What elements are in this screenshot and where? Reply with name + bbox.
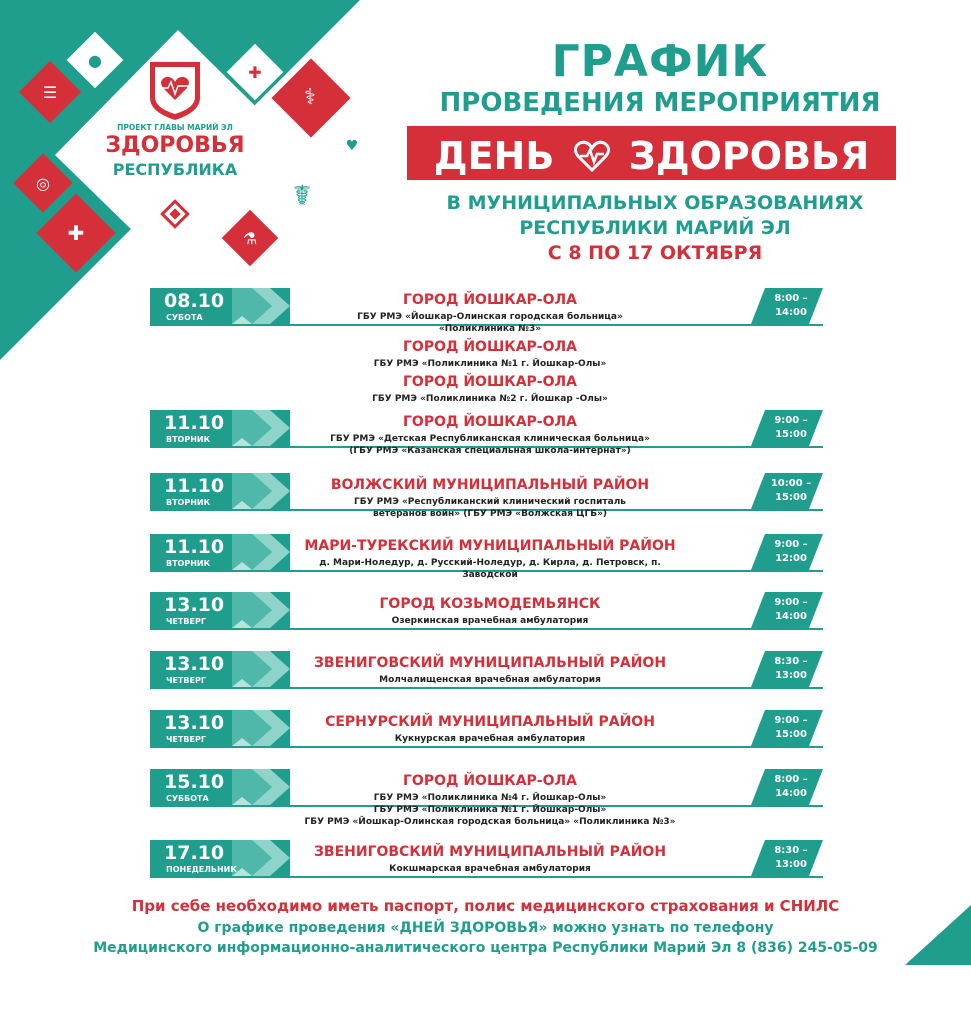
institution-line: ГБУ РМЭ «Йошкар-Олинская городская больница» <box>357 312 623 322</box>
date-label: 11.10 <box>164 536 225 558</box>
arrow-decoration-icon <box>232 534 290 570</box>
footer-info-line2: Медицинского информационно-аналитического центра Республики Марий Эл 8 (836) 245-05-09 <box>93 940 878 956</box>
time-end: 13:00 <box>775 670 807 681</box>
day-label: ЧЕТВЕРГ <box>166 735 206 744</box>
logo-project-label: ПРОЕКТ ГЛАВЫ МАРИЙ ЭЛ <box>117 123 233 132</box>
time-start: 8:30 – <box>774 656 808 667</box>
date-label: 13.10 <box>164 594 225 616</box>
arrow-decoration-icon <box>232 710 290 746</box>
microscope-icon: ⚗ <box>242 229 258 248</box>
time-start: 8:00 – <box>774 293 808 304</box>
time-end: 15:00 <box>775 492 807 503</box>
date-tab <box>150 534 290 570</box>
institution-line: д. Мари-Ноледур, д. Русский-Ноледур, д. Кирла, д. Петровск, п. Заводской <box>319 558 661 580</box>
place-name: СЕРНУРСКИЙ МУНИЦИПАЛЬНЫЙ РАЙОН <box>325 714 655 730</box>
day-label: СУБОТА <box>166 313 203 322</box>
place-name: ГОРОД ЙОШКАР-ОЛА <box>403 414 577 430</box>
date-tab <box>150 288 290 324</box>
arrow-decoration-icon <box>232 651 290 687</box>
date-label: 11.10 <box>164 412 225 434</box>
footer-info-line1: О графике проведения «ДНЕЙ ЗДОРОВЬЯ» можно узнать по телефону <box>197 920 774 936</box>
event-banner <box>407 126 896 180</box>
day-label: ЧЕТВЕРГ <box>166 676 206 685</box>
region-line2: РЕСПУБЛИКИ МАРИЙ ЭЛ <box>519 217 791 239</box>
time-label <box>763 596 819 624</box>
place-name: ГОРОД ЙОШКАР-ОЛА <box>403 773 577 789</box>
institution-line: ветеранов войн» (ГБУ РМЭ «Волжская ЦГБ») <box>373 509 607 519</box>
clipboard-icon: ☰ <box>42 83 58 102</box>
time-start: 9:00 – <box>774 539 808 550</box>
date-label: 17.10 <box>164 842 225 864</box>
time-end: 14:00 <box>775 307 807 318</box>
time-end: 13:00 <box>775 859 807 870</box>
arrow-decoration-icon <box>232 592 290 628</box>
pills-icon: ● <box>88 51 102 70</box>
page-subtitle: ПРОВЕДЕНИЯ МЕРОПРИЯТИЯ <box>439 88 881 118</box>
institution-line: ГБУ РМЭ «Детская Республиканская клиническая больница» <box>330 434 650 444</box>
time-label <box>763 844 819 872</box>
place-name: ВОЛЖСКИЙ МУНИЦИПАЛЬНЫЙ РАЙОН <box>330 477 650 493</box>
arrow-decoration-icon <box>232 769 290 805</box>
place-name: ГОРОД ЙОШКАР-ОЛА <box>403 292 577 308</box>
event-part1: ДЕНЬ <box>433 133 555 178</box>
date-label: 08.10 <box>164 290 225 312</box>
stethoscope-icon: ⚕ <box>304 85 316 110</box>
row-divider <box>150 876 823 878</box>
time-tab <box>751 769 823 805</box>
date-tab <box>150 769 290 805</box>
heart-icon: ♥ <box>345 138 359 154</box>
time-label <box>763 714 819 742</box>
logo-name-line2: РЕСПУБЛИКА <box>112 160 238 179</box>
time-tab <box>751 288 823 324</box>
time-label <box>763 538 819 566</box>
time-end: 14:00 <box>775 788 807 799</box>
institution-line: Молчалищенская врачебная амбулатория <box>379 675 601 685</box>
time-tab <box>751 710 823 746</box>
institution-line: Кукнурская врачебная амбулатория <box>394 734 586 744</box>
heart-pulse-icon <box>574 140 610 172</box>
time-start: 9:00 – <box>774 415 808 426</box>
arrow-decoration-icon <box>232 473 290 509</box>
institution-line: Озеркинская врачебная амбулатория <box>391 616 589 626</box>
time-label <box>763 655 819 683</box>
institution-line: ГБУ РМЭ «Республиканский клинический госпиталь <box>354 497 626 507</box>
institution-line: Кокшмарская врачебная амбулатория <box>389 864 591 874</box>
period-text: С 8 ПО 17 ОКТЯБРЯ <box>547 242 763 264</box>
time-tab <box>751 840 823 876</box>
time-start: 9:00 – <box>774 715 808 726</box>
place-name: МАРИ-ТУРЕКСКИЙ МУНИЦИПАЛЬНЫЙ РАЙОН <box>304 538 676 554</box>
day-label: ВТОРНИК <box>166 435 211 444</box>
time-label <box>763 292 819 320</box>
date-label: 15.10 <box>164 771 225 793</box>
institution-line: ГБУ РМЭ «Поликлиника №1 г. Йошкар-Олы» <box>373 359 607 369</box>
date-tab <box>150 473 290 509</box>
region-text <box>400 191 910 241</box>
time-start: 10:00 – <box>770 478 812 489</box>
time-start: 9:00 – <box>774 597 808 608</box>
date-tab <box>150 592 290 628</box>
day-label: ЧЕТВЕРГ <box>166 617 206 626</box>
caduceus-icon: ☤ <box>292 179 312 212</box>
place-name: ЗВЕНИГОВСКИЙ МУНИЦИПАЛЬНЫЙ РАЙОН <box>313 844 667 860</box>
institution-line: (ГБУ РМЭ «Казанская специальная школа-интернат») <box>349 446 631 456</box>
time-end: 15:00 <box>775 729 807 740</box>
time-tab <box>751 534 823 570</box>
arrow-decoration-icon <box>232 840 290 876</box>
time-label <box>763 477 819 505</box>
time-tab <box>751 651 823 687</box>
day-label: ВТОРНИК <box>166 559 211 568</box>
page-title: ГРАФИК <box>551 36 769 87</box>
place-name: ГОРОД ЙОШКАР-ОЛА <box>403 374 577 390</box>
day-label: ВТОРНИК <box>166 498 211 507</box>
date-tab <box>150 410 290 446</box>
time-tab <box>751 592 823 628</box>
event-part2: ЗДОРОВЬЯ <box>628 133 870 178</box>
row-divider <box>150 628 823 630</box>
time-end: 15:00 <box>775 429 807 440</box>
medkit-icon: ✚ <box>67 221 85 245</box>
time-start: 8:30 – <box>774 845 808 856</box>
date-tab <box>150 710 290 746</box>
row-divider <box>150 687 823 689</box>
arrow-decoration-icon <box>232 288 290 324</box>
time-tab <box>751 473 823 509</box>
time-start: 8:00 – <box>774 774 808 785</box>
time-label <box>763 414 819 442</box>
place-name: ЗВЕНИГОВСКИЙ МУНИЦИПАЛЬНЫЙ РАЙОН <box>313 655 667 671</box>
institution-line: «Поликлиника №3» <box>438 324 542 334</box>
place-name: ГОРОД КОЗЬМОДЕМЬЯНСК <box>379 596 601 612</box>
date-label: 11.10 <box>164 475 225 497</box>
region-line1: В МУНИЦИПАЛЬНЫХ ОБРАЗОВАНИЯХ <box>446 192 864 214</box>
date-label: 13.10 <box>164 712 225 734</box>
date-tab <box>150 651 290 687</box>
place-name: ГОРОД ЙОШКАР-ОЛА <box>403 339 577 355</box>
institution-line: ГБУ РМЭ «Йошкар-Олинская городская больница» «Поликлиника №3» <box>304 817 676 827</box>
time-end: 14:00 <box>775 611 807 622</box>
footer-note: При себе необходимо иметь паспорт, полис медицинского страхования и СНИЛС <box>131 897 840 915</box>
logo-name-line1: ЗДОРОВЬЯ <box>105 133 245 158</box>
institution-line: ГБУ РМЭ «Поликлиника №4 г. Йошкар-Олы» <box>373 793 607 803</box>
time-end: 12:00 <box>775 553 807 564</box>
date-tab <box>150 840 290 876</box>
institution-line: ГБУ РМЭ «Поликлиника №1 г. Йошкар-Олы» <box>373 805 607 815</box>
medicine-icon: ✚ <box>248 63 262 82</box>
device-icon: ◎ <box>36 174 50 193</box>
date-label: 13.10 <box>164 653 225 675</box>
time-tab <box>751 410 823 446</box>
institution-line: ГБУ РМЭ «Поликлиника №2 г. Йошкар -Олы» <box>372 394 608 404</box>
row-divider <box>150 746 823 748</box>
time-label <box>763 773 819 801</box>
day-label: ПОНЕДЕЛЬНИК <box>166 865 237 874</box>
arrow-decoration-icon <box>232 410 290 446</box>
day-label: СУББОТА <box>166 794 209 803</box>
